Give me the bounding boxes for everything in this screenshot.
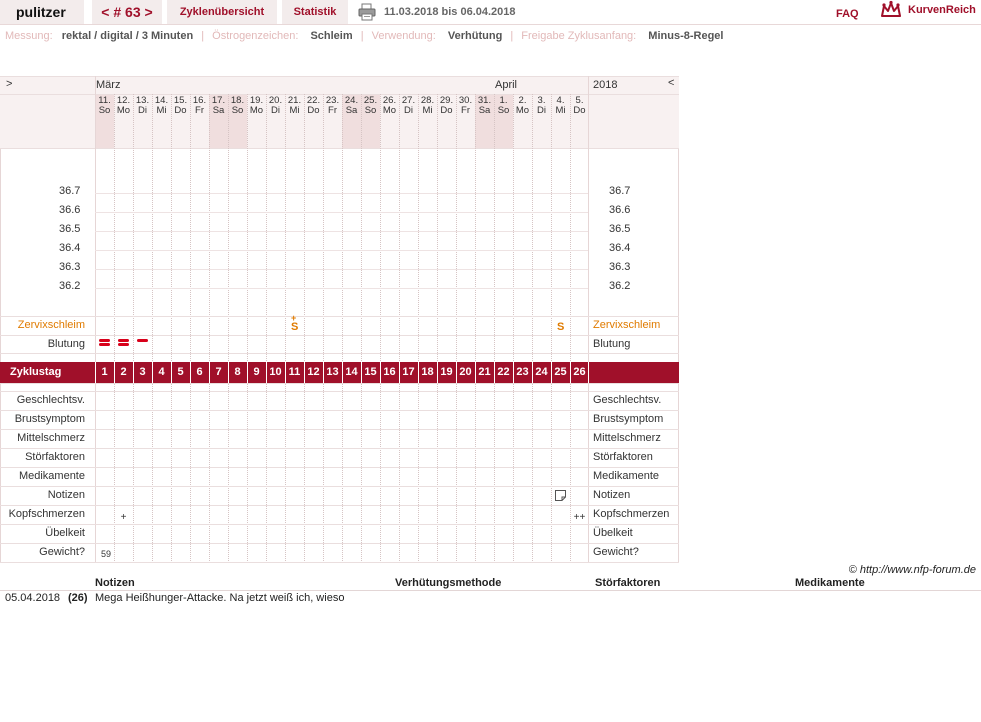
top-navigation-bar [0, 0, 981, 25]
cervix-mark: S [291, 321, 299, 333]
row-line [0, 391, 679, 392]
day-grid-line [133, 94, 134, 563]
day-date: 26. [382, 95, 397, 106]
temp-grid-line [95, 288, 588, 289]
day-date: 3. [537, 95, 546, 106]
day-weekday: Fr [195, 105, 204, 116]
day-date: 1. [499, 95, 508, 106]
row-line [0, 429, 679, 430]
day-grid-line [570, 94, 571, 563]
day-date: 11. [98, 95, 111, 106]
notes-table-header [0, 577, 981, 591]
username[interactable]: pulitzer [0, 0, 84, 24]
day-date: 14. [154, 95, 169, 106]
day-weekday: Di [404, 105, 413, 116]
cycle-day-number: 6 [196, 366, 203, 378]
temp-label-right: 36.2 [609, 280, 631, 292]
cycle-day-number: 26 [573, 366, 586, 378]
day-weekday: Di [271, 105, 280, 116]
printer-icon[interactable] [358, 3, 378, 21]
symptom-label-left[interactable]: Störfaktoren [25, 451, 85, 463]
cycle-day-number: 2 [120, 366, 127, 378]
estrogen-value: Schleim [310, 30, 353, 42]
day-weekday: Mo [382, 105, 397, 116]
day-grid-line [475, 94, 476, 563]
symptom-label-left[interactable]: Kopfschmerzen [8, 508, 85, 520]
cycle-day-number: 25 [554, 366, 567, 378]
day-weekday: So [497, 105, 510, 116]
cycle-overview-link[interactable]: Zyklenübersicht [167, 0, 277, 24]
bleeding-heavy-mark [118, 339, 129, 342]
col-disturbances: Störfaktoren [595, 577, 661, 589]
day-date: 21. [287, 95, 302, 106]
separator: | [360, 30, 364, 42]
note-date: 05.04.2018 [5, 592, 61, 604]
cycle-day-number: 15 [364, 366, 377, 378]
grid-line [0, 76, 679, 77]
row-line [0, 486, 679, 487]
day-grid-line [380, 94, 381, 563]
day-weekday: Di [138, 105, 147, 116]
release-value: Minus-8-Regel [648, 30, 724, 42]
year-label: 2018 [593, 79, 618, 91]
note-cycle-day: (26) [68, 592, 88, 604]
row-line [0, 562, 679, 563]
temp-label-left: 36.4 [59, 242, 81, 254]
nav-prev-arrow[interactable]: > [6, 78, 13, 90]
grid-line [0, 148, 679, 149]
copyright: © http://www.nfp-forum.de [848, 564, 976, 576]
symptom-label-left[interactable]: Brustsymptom [14, 413, 85, 425]
day-date: 28. [420, 95, 435, 106]
day-weekday: Mi [422, 105, 433, 116]
cycle-day-number: 1 [101, 366, 108, 378]
date-range: 11.03.2018 bis 06.04.2018 [384, 6, 516, 18]
day-grid-line [532, 94, 533, 563]
day-grid-line [171, 94, 172, 563]
day-date: 25. [363, 95, 378, 106]
symptom-label-right[interactable]: Brustsymptom [593, 413, 664, 425]
temp-label-left: 36.7 [59, 185, 81, 197]
temp-grid-line [95, 269, 588, 270]
symptom-label-right[interactable]: Gewicht? [593, 546, 639, 558]
cycle-day-number: 8 [234, 366, 241, 378]
day-grid-line [209, 94, 210, 563]
row-line [0, 505, 679, 506]
day-grid-line [551, 94, 552, 563]
day-grid-line [399, 94, 400, 563]
temp-grid-line [95, 231, 588, 232]
faq-link[interactable]: FAQ [836, 8, 859, 20]
symptom-label-left[interactable]: Gewicht? [39, 546, 85, 558]
day-weekday: Do [440, 105, 453, 116]
col-method: Verhütungsmethode [395, 577, 502, 589]
note-text: Mega Heißhunger-Attacke. Na jetzt weiß ich, wieso [95, 592, 345, 604]
day-weekday: Do [174, 105, 187, 116]
temp-grid-line [95, 212, 588, 213]
symptom-label-left[interactable]: Geschlechtsv. [16, 394, 85, 406]
symptom-label-right[interactable]: Geschlechtsv. [593, 394, 662, 406]
day-grid-line [418, 94, 419, 563]
temp-label-left: 36.3 [59, 261, 81, 273]
symptom-label-right[interactable]: Störfaktoren [593, 451, 653, 463]
day-date: 2. [518, 95, 527, 106]
bleeding-heavy-mark [99, 343, 110, 346]
cycle-day-number: 13 [326, 366, 339, 378]
cycle-navigator[interactable]: < # 63 > [92, 0, 162, 24]
month-april: April [495, 79, 518, 91]
measurement-label: Messung: [5, 30, 53, 42]
row-line [0, 448, 679, 449]
symptom-label-left[interactable]: Notizen [47, 489, 85, 501]
col-medication: Medikamente [795, 577, 865, 589]
temp-label-right: 36.5 [609, 223, 631, 235]
cycle-day-number: 24 [535, 366, 548, 378]
day-grid-line [323, 94, 324, 563]
crown-icon [880, 0, 902, 20]
day-date: 15. [173, 95, 188, 106]
day-date: 20. [268, 95, 283, 106]
row-line [0, 524, 679, 525]
cycle-day-number: 20 [459, 366, 472, 378]
symptom-label-right[interactable]: Medikamente [593, 470, 660, 482]
cycle-day-number: 9 [253, 366, 260, 378]
day-date: 12. [116, 95, 131, 106]
day-weekday: Mo [515, 105, 530, 116]
day-date: 23. [325, 95, 340, 106]
notes-icon[interactable] [555, 490, 566, 501]
estrogen-label: Östrogenzeichen: [212, 30, 299, 42]
day-weekday: Sa [212, 105, 225, 116]
day-date: 31. [477, 95, 492, 106]
day-grid-line [513, 94, 514, 563]
day-grid-line [342, 94, 343, 563]
day-date: 22. [306, 95, 321, 106]
release-label: Freigabe Zyklusanfang: [521, 30, 637, 42]
day-grid-line [114, 94, 115, 563]
temp-label-left: 36.5 [59, 223, 81, 235]
cervix-mark: S [557, 321, 565, 333]
bleeding-label-left: Blutung [47, 338, 85, 350]
header-left-bg [0, 76, 95, 148]
day-weekday: So [364, 105, 377, 116]
settings-info-bar [5, 30, 723, 44]
day-date: 16. [192, 95, 207, 106]
cycle-day-number: 16 [383, 366, 396, 378]
col-notes: Notizen [95, 577, 135, 589]
day-weekday: Mi [156, 105, 167, 116]
cycle-day-number: 14 [345, 366, 358, 378]
day-date: 17. [211, 95, 226, 106]
cycle-day-number: 5 [177, 366, 184, 378]
cycle-day-label: Zyklustag [10, 366, 62, 378]
cervix-plus-mark: + [291, 313, 297, 323]
temp-label-left: 36.2 [59, 280, 81, 292]
cycle-day-bar [0, 362, 679, 383]
day-grid-line [266, 94, 267, 563]
day-weekday: Mo [116, 105, 131, 116]
day-weekday: Sa [478, 105, 491, 116]
day-grid-line [190, 94, 191, 563]
statistics-link[interactable]: Statistik [282, 0, 348, 24]
cycle-day-number: 4 [158, 366, 165, 378]
day-weekday: Do [307, 105, 320, 116]
separator: | [510, 30, 514, 42]
day-date: 19. [249, 95, 264, 106]
cycle-day-number: 21 [478, 366, 491, 378]
col-sep [95, 76, 96, 563]
cervix-label-left: Zervixschleim [17, 319, 85, 331]
cycle-day-number: 12 [307, 366, 320, 378]
row-line [0, 353, 679, 354]
cycle-day-number: 18 [421, 366, 434, 378]
day-grid-line [285, 94, 286, 563]
cycle-chart [0, 76, 679, 563]
bleeding-label-right: Blutung [593, 338, 631, 350]
temp-grid-line [95, 250, 588, 251]
cycle-day-number: 11 [288, 366, 301, 378]
day-weekday: Fr [328, 105, 337, 116]
day-grid-line [152, 94, 153, 563]
day-weekday: Fr [461, 105, 470, 116]
notes-row [0, 592, 981, 606]
temp-label-right: 36.3 [609, 261, 631, 273]
day-date: 24. [344, 95, 359, 106]
symptom-label-right[interactable]: Notizen [593, 489, 631, 501]
row-line [0, 316, 679, 317]
cycle-day-number: 10 [269, 366, 282, 378]
col-sep [588, 76, 589, 563]
cycle-day-number: 22 [497, 366, 510, 378]
day-weekday: So [231, 105, 244, 116]
row-line [0, 383, 679, 384]
day-weekday: Di [537, 105, 546, 116]
row-line [0, 543, 679, 544]
weight-value: 59 [101, 549, 112, 559]
day-date: 29. [439, 95, 454, 106]
temp-label-left: 36.6 [59, 204, 81, 216]
row-line [0, 467, 679, 468]
day-grid-line [437, 94, 438, 563]
day-date: 27. [401, 95, 416, 106]
cycle-day-separator [588, 362, 589, 383]
day-weekday: Mo [249, 105, 264, 116]
day-weekday: Mi [555, 105, 566, 116]
bleeding-light-mark [137, 339, 148, 342]
day-grid-line [228, 94, 229, 563]
symptom-label-right[interactable]: Mittelschmerz [593, 432, 661, 444]
symptom-label-left[interactable]: Medikamente [18, 470, 85, 482]
use-label: Verwendung: [371, 30, 436, 42]
symptom-label-left[interactable]: Mittelschmerz [17, 432, 85, 444]
day-weekday: Mi [289, 105, 300, 116]
cycle-day-number: 3 [139, 366, 146, 378]
bleeding-heavy-mark [99, 339, 110, 342]
day-date: 13. [135, 95, 150, 106]
headache-mark: ++ [573, 512, 586, 523]
chart-frame [0, 76, 679, 563]
day-date: 4. [556, 95, 565, 106]
bleeding-heavy-mark [118, 343, 129, 346]
day-grid-line [247, 94, 248, 563]
row-line [0, 410, 679, 411]
row-line [0, 335, 679, 336]
kurvenreich-logo[interactable] [880, 0, 980, 22]
day-grid-line [361, 94, 362, 563]
logo-text: KurvenReich [908, 4, 976, 16]
day-weekday: Do [573, 105, 586, 116]
headache-mark: + [120, 512, 127, 523]
day-grid-line [456, 94, 457, 563]
day-date: 30. [458, 95, 473, 106]
use-value: Verhütung [447, 30, 503, 42]
temp-grid-line [95, 193, 588, 194]
cycle-day-number: 23 [516, 366, 529, 378]
symptom-label-right[interactable]: Kopfschmerzen [593, 508, 670, 520]
cervix-label-right: Zervixschleim [593, 319, 661, 331]
month-march: März [96, 79, 121, 91]
measurement-value: rektal / digital / 3 Minuten [61, 30, 194, 42]
separator: | [201, 30, 205, 42]
day-weekday: So [98, 105, 111, 116]
day-weekday: Sa [345, 105, 358, 116]
day-date: 5. [575, 95, 584, 106]
symptom-label-left[interactable]: Übelkeit [45, 527, 85, 539]
cycle-day-number: 7 [215, 366, 222, 378]
temp-label-right: 36.6 [609, 204, 631, 216]
cycle-day-number: 19 [440, 366, 453, 378]
day-date: 18. [230, 95, 245, 106]
day-grid-line [494, 94, 495, 563]
nav-next-arrow[interactable]: < [668, 77, 675, 89]
temp-label-right: 36.4 [609, 242, 631, 254]
cycle-day-number: 17 [402, 366, 415, 378]
symptom-label-right[interactable]: Übelkeit [593, 527, 633, 539]
temp-label-right: 36.7 [609, 185, 631, 197]
day-grid-line [304, 94, 305, 563]
